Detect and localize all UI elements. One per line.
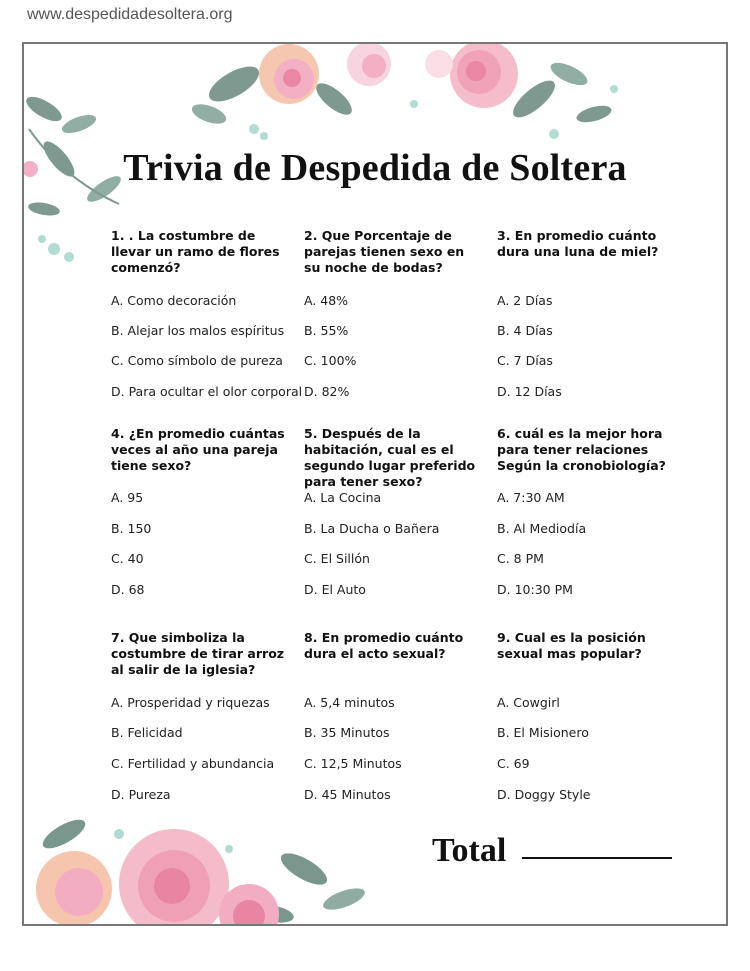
answer-option: B. 35 Minutos — [304, 725, 390, 740]
answer-option: B. 55% — [304, 323, 349, 338]
question-text: 1. . La costumbre de llevar un ramo de flores comenzó? — [111, 228, 280, 275]
question-text: 3. En promedio cuánto dura una luna de miel? — [497, 228, 659, 259]
total-answer-line[interactable] — [522, 857, 672, 859]
question-text: 2. Que Porcentaje de parejas tienen sexo en su noche de bodas? — [304, 228, 465, 275]
answer-option: D. Pureza — [111, 787, 171, 802]
answer-option: A. Como decoración — [111, 293, 237, 308]
answer-option: C. 40 — [111, 551, 144, 566]
answer-option: B. Al Mediodía — [497, 521, 587, 536]
answer-option: D. 12 Días — [497, 384, 562, 399]
answer-option: C. El Sillón — [304, 551, 370, 566]
answer-option: D. 82% — [304, 384, 350, 399]
answer-option: C. 7 Días — [497, 353, 553, 368]
answer-option: C. 12,5 Minutos — [304, 756, 402, 771]
question-3 — [497, 228, 675, 260]
answer-option: A. 2 Días — [497, 293, 553, 308]
answer-option: B. Alejar los malos espíritus — [111, 323, 285, 338]
answer-option: B. La Ducha o Bañera — [304, 521, 440, 536]
answer-option: C. 100% — [304, 353, 357, 368]
answer-option: D. Doggy Style — [497, 787, 591, 802]
answer-option: A. 95 — [111, 490, 144, 505]
answer-option: A. Prosperidad y riquezas — [111, 695, 270, 710]
question-5 — [304, 426, 482, 490]
question-text: 8. En promedio cuánto dura el acto sexual? — [304, 630, 464, 661]
trivia-sheet — [22, 42, 728, 926]
answer-option: C. Fertilidad y abundancia — [111, 756, 275, 771]
answer-option: B. 4 Días — [497, 323, 553, 338]
answer-option: C. 69 — [497, 756, 530, 771]
answer-option: B. Felicidad — [111, 725, 183, 740]
page-title: Trivia de Despedida de Soltera — [123, 147, 627, 189]
answer-option: A. 48% — [304, 293, 349, 308]
answer-option: C. Como símbolo de pureza — [111, 353, 283, 368]
answer-option: A. 7:30 AM — [497, 490, 565, 505]
answer-option: D. El Auto — [304, 582, 366, 597]
question-text: 7. Que simboliza la costumbre de tirar arroz al salir de la iglesia? — [111, 630, 285, 677]
answer-option: D. 45 Minutos — [304, 787, 391, 802]
answer-option: D. 10:30 PM — [497, 582, 573, 597]
question-text: 5. Después de la habitación, cual es el segundo lugar preferido para tener sexo? — [304, 426, 476, 489]
answer-option: A. 5,4 minutos — [304, 695, 395, 710]
answer-option: D. 68 — [111, 582, 145, 597]
question-7 — [111, 630, 289, 678]
site-url[interactable]: www.despedidadesoltera.org — [27, 6, 233, 23]
question-text: 4. ¿En promedio cuántas veces al año una pareja tiene sexo? — [111, 426, 285, 473]
answer-option: A. La Cocina — [304, 490, 382, 505]
question-8 — [304, 630, 482, 662]
answer-option: A. Cowgirl — [497, 695, 560, 710]
question-text: 9. Cual es la posición sexual mas popular? — [497, 630, 646, 661]
question-1 — [111, 228, 289, 276]
answer-option: B. 150 — [111, 521, 152, 536]
total-label: Total — [432, 832, 507, 869]
question-text: 6. cuál es la mejor hora para tener relaciones Según la cronobiología? — [497, 426, 666, 473]
question-9 — [497, 630, 675, 662]
question-2 — [304, 228, 482, 276]
floral-decoration-bottom — [24, 814, 384, 926]
answer-option: B. El Misionero — [497, 725, 589, 740]
question-4 — [111, 426, 289, 474]
answer-option: D. Para ocultar el olor corporal — [111, 384, 303, 399]
answer-option: C. 8 PM — [497, 551, 544, 566]
question-6 — [497, 426, 675, 474]
